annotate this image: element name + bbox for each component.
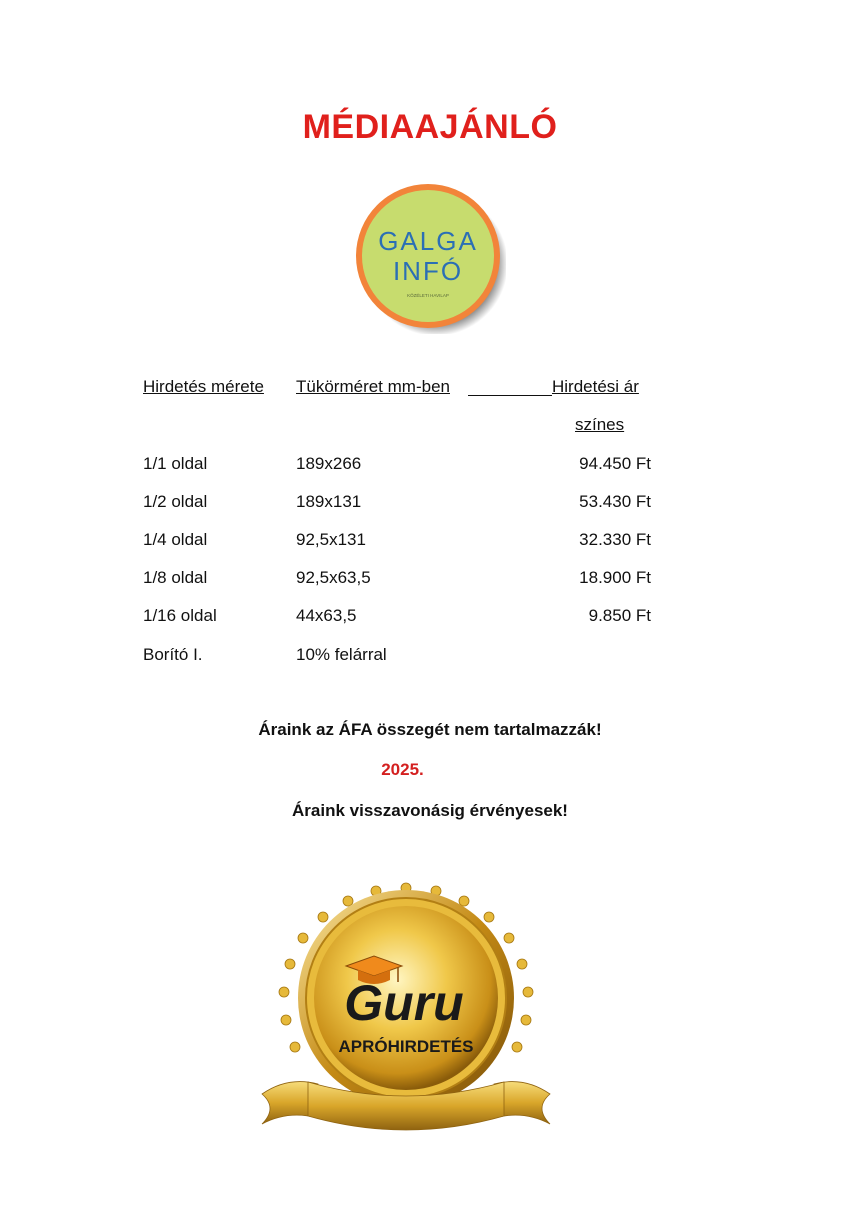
row-3-price: 32.330 Ft: [579, 530, 651, 549]
logo-line-galga: GALGA: [378, 226, 478, 256]
logo-tagline: KÖZÉLETI HAVILAP: [407, 293, 449, 298]
page-title: MÉDIAAJÁNLÓ: [302, 108, 558, 146]
row-1-size: 1/1 oldal: [143, 454, 208, 473]
galga-info-logo: [354, 182, 506, 334]
row-3-size: 1/4 oldal: [143, 530, 208, 549]
row-4-price: 18.900 Ft: [579, 568, 651, 587]
guru-badge: [258, 880, 554, 1144]
row-5-price: 9.850 Ft: [588, 606, 651, 625]
validity-note: Áraink visszavonásig érvényesek!: [292, 801, 568, 820]
row-6-mirror: 10% felárral: [296, 645, 387, 664]
header-ad-size: Hirdetés mérete: [143, 377, 264, 396]
row-1-price: 94.450 Ft: [579, 454, 651, 473]
guru-badge-graphic: [258, 880, 554, 1144]
guru-subtitle-text: APRÓHIRDETÉS: [338, 1037, 474, 1056]
row-1-mirror: 189x266: [296, 454, 362, 473]
row-4-mirror: 92,5x63,5: [296, 568, 371, 587]
row-5-size: 1/16 oldal: [143, 606, 217, 625]
row-6-size: Borító I.: [143, 645, 203, 664]
year-label: 2025.: [381, 760, 424, 779]
header-mirror-size: Tükörméret mm-ben: [296, 377, 450, 396]
guru-brand-text: Guru: [344, 975, 464, 1031]
row-4-size: 1/8 oldal: [143, 568, 208, 587]
galga-info-logo-graphic: [354, 182, 506, 334]
header-price-color: színes: [575, 415, 625, 434]
vat-note: Áraink az ÁFA összegét nem tartalmazzák!: [258, 720, 602, 739]
row-2-mirror: 189x131: [296, 492, 362, 511]
row-2-price: 53.430 Ft: [579, 492, 651, 511]
header-ad-price: Hirdetési ár: [552, 377, 639, 396]
header-underline: [468, 395, 552, 396]
row-5-mirror: 44x63,5: [296, 606, 357, 625]
row-2-size: 1/2 oldal: [143, 492, 208, 511]
logo-line-info: INFÓ: [392, 256, 464, 286]
row-3-mirror: 92,5x131: [296, 530, 366, 549]
